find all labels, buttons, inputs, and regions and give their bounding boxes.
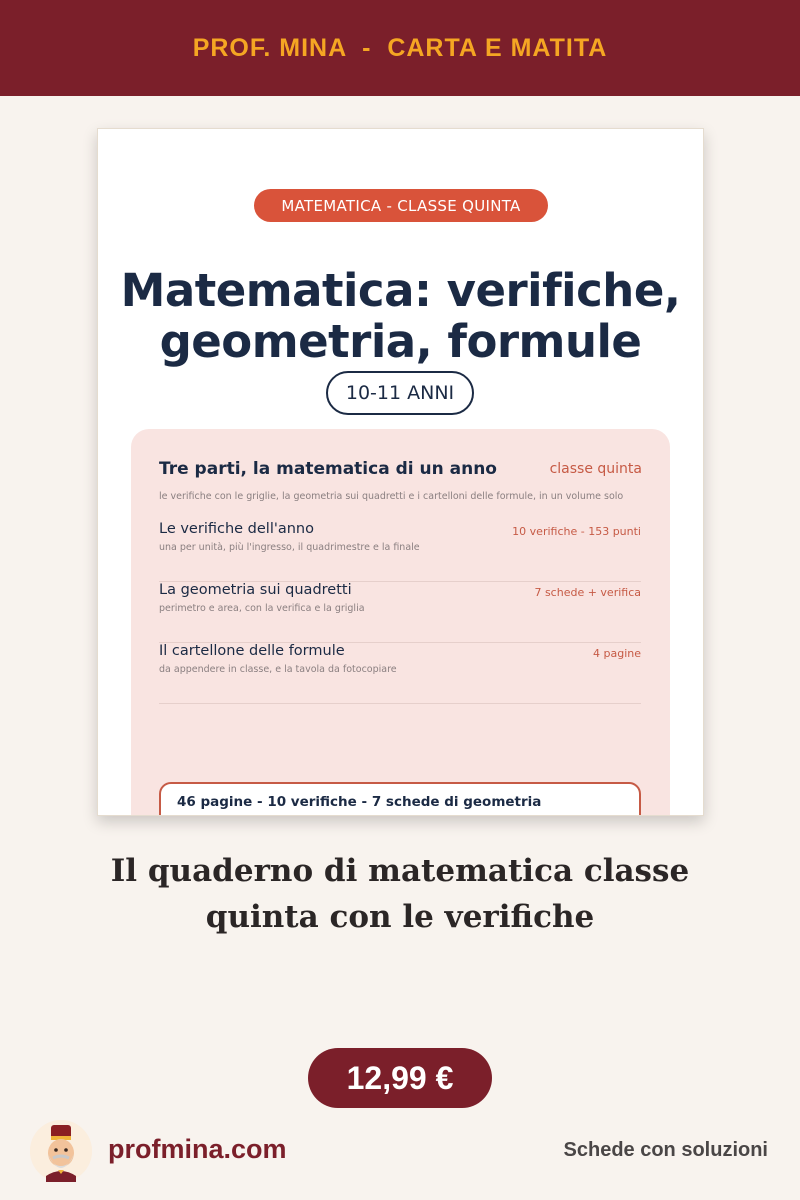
cover-title-line-2: geometria, formule — [159, 315, 642, 368]
section-row-verifiche — [159, 521, 641, 582]
banner-title: PROF. MINA - CARTA E MATITA — [192, 33, 608, 62]
age-badge: 10-11 ANNI — [326, 371, 474, 415]
section-title: La geometria sui quadretti — [159, 582, 352, 598]
product-cover[interactable] — [97, 128, 704, 816]
section-meta: 4 pagine — [593, 647, 641, 660]
summary-text: 46 pagine - 10 verifiche - 7 schede di geometria — [177, 794, 542, 810]
product-caption — [0, 848, 800, 940]
section-subtitle: da appendere in classe, e la tavola da fotocopiare — [159, 664, 397, 675]
summary-box — [159, 782, 641, 816]
section-title: Le verifiche dell'anno — [159, 521, 314, 537]
section-row-geometria — [159, 582, 641, 643]
price-badge[interactable]: 12,99 € — [308, 1048, 492, 1108]
caption-line-1: Il quaderno di matematica classe — [110, 853, 690, 889]
caption-line-2: quinta con le verifiche — [205, 899, 595, 935]
section-title: Il cartellone delle formule — [159, 643, 345, 659]
professor-mascot-icon — [30, 1120, 92, 1182]
section-row-formule — [159, 643, 641, 704]
brand-link[interactable]: profmina.com — [108, 1134, 287, 1164]
panel-heading: Tre parti, la matematica di un anno — [159, 459, 497, 479]
cover-title-line-1: Matematica: verifiche, — [120, 264, 681, 317]
top-banner — [0, 0, 800, 96]
section-meta: 10 verifiche - 153 punti — [512, 525, 641, 538]
section-subtitle: una per unità, più l'ingresso, il quadrimestre e la finale — [159, 542, 420, 553]
mascot-drawing — [30, 1120, 92, 1182]
footer-note: Schede con soluzioni — [563, 1139, 768, 1161]
section-subtitle: perimetro e area, con la verifica e la griglia — [159, 603, 365, 614]
cover-title — [98, 265, 703, 367]
panel-tag: classe quinta — [549, 461, 642, 477]
section-meta: 7 schede + verifica — [534, 586, 641, 599]
contents-panel — [131, 429, 670, 816]
subject-badge: MATEMATICA - CLASSE QUINTA — [254, 189, 548, 222]
panel-description: le verifiche con le griglie, la geometria sui quadretti e i cartelloni delle formule, in un volume solo — [159, 491, 624, 502]
